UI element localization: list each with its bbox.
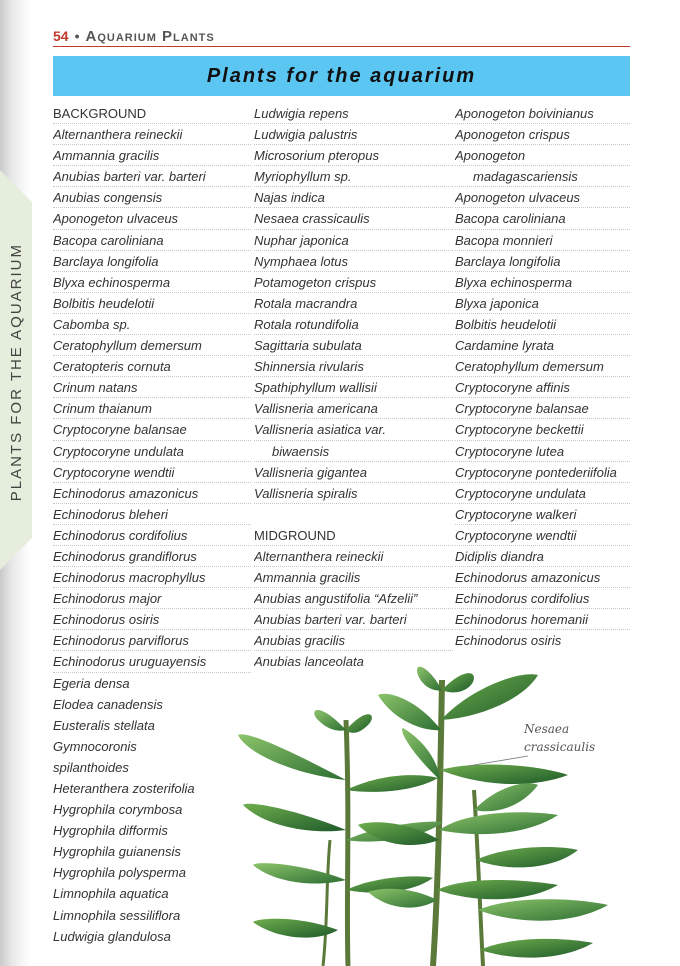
banner-title: Plants for the aquarium	[206, 64, 477, 87]
list-item: Cryptocoryne undulata	[53, 441, 251, 462]
header-separator: •	[74, 28, 80, 44]
list-item: Cryptocoryne pontederiifolia	[455, 462, 630, 483]
list-item: Aponogeton crispus	[455, 124, 630, 145]
list-item: Barclaya longifolia	[53, 251, 251, 272]
list-item: Anubias barteri var. barteri	[53, 166, 251, 187]
list-item: Alternanthera reineckii	[254, 546, 453, 567]
list-item: Echinodorus parviflorus	[53, 630, 251, 651]
list-item: Bacopa monnieri	[455, 230, 630, 251]
list-item: Cryptocoryne affinis	[455, 377, 630, 398]
side-tab-label: PLANTS FOR THE AQUARIUM	[7, 243, 25, 502]
header-title: Aquarium Plants	[85, 27, 215, 45]
list-item: Cryptocoryne wendtii	[455, 525, 630, 546]
list-item: Rotala macrandra	[254, 293, 453, 314]
list-item: Hygrophila guianensis	[53, 844, 181, 860]
list-item: Vallisneria americana	[254, 398, 453, 419]
list-item: Cardamine lyrata	[455, 335, 630, 356]
list-item: Egeria densa	[53, 675, 130, 691]
list-item: Anubias barteri var. barteri	[254, 609, 453, 630]
list-item: Vallisneria gigantea	[254, 462, 453, 483]
list-item: Echinodorus major	[53, 588, 251, 609]
list-item: Limnophila aquatica	[53, 886, 169, 902]
list-item: Ceratophyllum demersum	[53, 335, 251, 356]
plant-list-column-3	[455, 103, 630, 651]
list-item: Bolbitis heudelotii	[455, 314, 630, 335]
list-item: Cryptocoryne balansae	[455, 398, 630, 419]
plant-list-column-1	[53, 103, 251, 947]
list-item: Hygrophila corymbosa	[53, 802, 183, 818]
list-item: Ludwigia repens	[254, 103, 453, 124]
list-item: Elodea canadensis	[53, 696, 163, 712]
list-item: Potamogeton crispus	[254, 272, 453, 293]
list-item: Cryptocoryne lutea	[455, 441, 630, 462]
list-item: Eusteralis stellata	[53, 717, 155, 733]
list-item: Crinum thaianum	[53, 398, 251, 419]
list-item: Blyxa echinosperma	[53, 272, 251, 293]
list-item: Nymphaea lotus	[254, 251, 453, 272]
list-item: Anubias congensis	[53, 187, 251, 208]
list-item: Echinodorus uruguayensis	[53, 651, 251, 672]
list-item: Hygrophila polysperma	[53, 865, 186, 881]
list-item: Anubias lanceolata	[254, 654, 364, 670]
list-item: Cabomba sp.	[53, 314, 251, 335]
list-item: Aponogeton	[455, 145, 630, 166]
list-item: Nesaea crassicaulis	[254, 208, 453, 229]
list-item	[254, 504, 453, 525]
list-item: Cryptocoryne beckettii	[455, 419, 630, 440]
list-item: biwaensis	[254, 441, 453, 462]
list-item: Ludwigia glandulosa	[53, 928, 171, 944]
nesaea-crassicaulis-illustration	[228, 660, 630, 966]
list-item: Najas indica	[254, 187, 453, 208]
list-item: Echinodorus bleheri	[53, 504, 251, 525]
list-item: Echinodorus amazonicus	[53, 483, 251, 504]
list-item: Blyxa echinosperma	[455, 272, 630, 293]
list-item: Anubias gracilis	[254, 630, 453, 651]
list-item: Didiplis diandra	[455, 546, 630, 567]
list-item: Echinodorus cordifolius	[455, 588, 630, 609]
list-item: Cryptocoryne balansae	[53, 419, 251, 440]
list-item: Echinodorus osiris	[455, 633, 562, 649]
list-item: Gymnocoronis	[53, 738, 137, 754]
plant-list-column-2	[254, 103, 453, 673]
list-section-heading: BACKGROUND	[53, 103, 251, 124]
list-item: Echinodorus cordifolius	[53, 525, 251, 546]
list-item: Sagittaria subulata	[254, 335, 453, 356]
list-item: Cryptocoryne undulata	[455, 483, 630, 504]
list-item: Bolbitis heudelotii	[53, 293, 251, 314]
caption-species: crassicaulis	[524, 740, 596, 754]
list-item: Limnophila sessiliflora	[53, 907, 181, 923]
list-item: Vallisneria spiralis	[254, 483, 453, 504]
list-item: Vallisneria asiatica var.	[254, 419, 453, 440]
list-item: Echinodorus macrophyllus	[53, 567, 251, 588]
caption-genus: Nesaea	[524, 722, 570, 736]
list-item: Microsorium pteropus	[254, 145, 453, 166]
list-item: Spathiphyllum wallisii	[254, 377, 453, 398]
list-item: Blyxa japonica	[455, 293, 630, 314]
list-item: Echinodorus horemanii	[455, 609, 630, 630]
list-item: Barclaya longifolia	[455, 251, 630, 272]
page-number: 54	[53, 28, 69, 44]
list-item: Aponogeton ulvaceus	[53, 208, 251, 229]
list-item: Anubias angustifolia “Afzelii”	[254, 588, 453, 609]
list-item: madagascariensis	[455, 166, 630, 187]
list-item: Echinodorus amazonicus	[455, 567, 630, 588]
list-item: Echinodorus grandiflorus	[53, 546, 251, 567]
list-item: Aponogeton ulvaceus	[455, 187, 630, 208]
list-item: Ceratopteris cornuta	[53, 356, 251, 377]
list-item: Nuphar japonica	[254, 230, 453, 251]
list-item: Echinodorus osiris	[53, 609, 251, 630]
list-item: Crinum natans	[53, 377, 251, 398]
list-item: Bacopa caroliniana	[455, 208, 630, 229]
list-item: Ludwigia palustris	[254, 124, 453, 145]
list-item: Aponogeton boivinianus	[455, 103, 630, 124]
list-item: Bacopa caroliniana	[53, 230, 251, 251]
running-header	[53, 26, 630, 47]
list-item: Cryptocoryne walkeri	[455, 504, 630, 525]
illustration-caption	[524, 720, 595, 756]
list-item: Alternanthera reineckii	[53, 124, 251, 145]
list-item: Shinnersia rivularis	[254, 356, 453, 377]
list-item: spilanthoides	[53, 759, 129, 775]
list-item: Heteranthera zosterifolia	[53, 781, 195, 796]
list-item: Ammannia gracilis	[53, 145, 251, 166]
list-item: Cryptocoryne wendtii	[53, 462, 251, 483]
list-item: Ammannia gracilis	[254, 567, 453, 588]
list-section-heading: MIDGROUND	[254, 525, 453, 546]
list-item: Myriophyllum sp.	[254, 166, 453, 187]
list-item: Rotala rotundifolia	[254, 314, 453, 335]
section-banner	[53, 56, 630, 96]
list-item: Ceratophyllum demersum	[455, 356, 630, 377]
list-item: Hygrophila difformis	[53, 823, 168, 839]
